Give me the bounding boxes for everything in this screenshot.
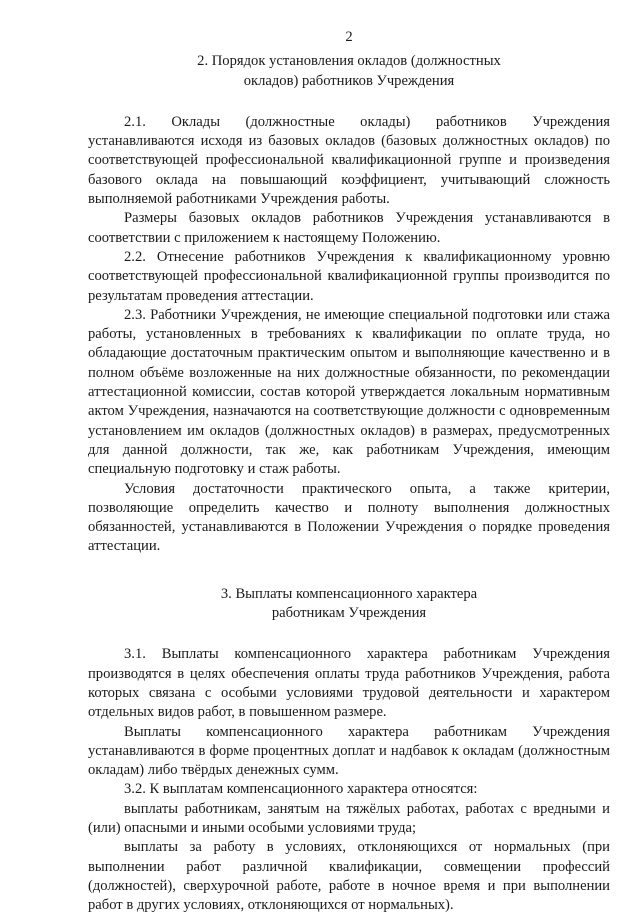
paragraph-2-3: 2.3. Работники Учреждения, не имеющие специальной подготовки или стажа работы, установленных в требованиях к квалификации по оплате труда, но обладающие достаточным практическим опытом и выполняющие качественно и в полном объёме возложенные на них должностные обязанности, по рекомендации аттестационной комиссии, состав которой утверждается локальным нормативным актом Учреждения, назначаются на соответствующие должности с одновременным установлением им окладов (должностных окладов) в размерах, предусмотренных для данной должности, так же, как работникам Учреждения, имеющим специальную подготовку и стаж работы. <box>88 306 610 478</box>
paragraph-2-1: 2.1. Оклады (должностные оклады) работников Учреждения устанавливаются исходя из базовых окладов (базовых должностных окладов) по соответствующей профессиональной квалификационной группе и произведения базового оклада на повышающий коэффициент, учитывающий сложность выполняемой работниками Учреждения работы. <box>88 113 610 208</box>
paragraph-3-2: 3.2. К выплатам компенсационного характера относятся: <box>124 781 478 798</box>
section-3-title: 3. Выплаты компенсационного характера работникам Учреждения <box>220 585 478 622</box>
list-item-hard-work: выплаты работникам, занятым на тяжёлых работах, работах с вредными и (или) опасными и иными особыми условиями труда; <box>88 800 610 836</box>
paragraph-2-1-sizes: Размеры базовых окладов работников Учреждения устанавливаются в соответствии с приложением к настоящему Положению. <box>88 210 610 246</box>
document-page <box>88 28 610 915</box>
paragraph-2-2: 2.2. Отнесение работников Учреждения к квалификационному уровню соответствующей профессиональной квалификационной группы производится по результатам проведения аттестации. <box>88 248 610 304</box>
paragraph-3-1-form: Выплаты компенсационного характера работникам Учреждения устанавливаются в форме процентных доплат и надбавок к окладам (должностным окладам) либо твёрдых денежных сумм. <box>88 723 610 779</box>
paragraph-2-3-conditions: Условия достаточности практического опыта, а также критерии, позволяющие определить качество и полноту выполнения должностных обязанностей, устанавливаются в Положении Учреждения о порядке проведения аттестации. <box>88 480 610 555</box>
section-2-title: 2. Порядок установления окладов (должностных окладов) работников Учреждения <box>197 53 501 89</box>
section-3 <box>88 585 610 915</box>
list-item-abnormal-conditions: выплаты за работу в условиях, отклоняющихся от нормальных (при выполнении работ различной квалификации, совмещении профессий (должностей), сверхурочной работе, работе в ночное время и при выполнении работ в других условиях, отклоняющихся от нормальных). <box>88 839 610 914</box>
section-2 <box>88 52 610 556</box>
page-number: 2 <box>345 29 353 45</box>
paragraph-3-1: 3.1. Выплаты компенсационного характера работникам Учреждения производятся в целях обеспечения оплаты труда работников Учреждения, работа которых связана с особыми условиями трудовой деятельности и характером отдельных видов работ, в повышенном размере. <box>88 646 610 721</box>
